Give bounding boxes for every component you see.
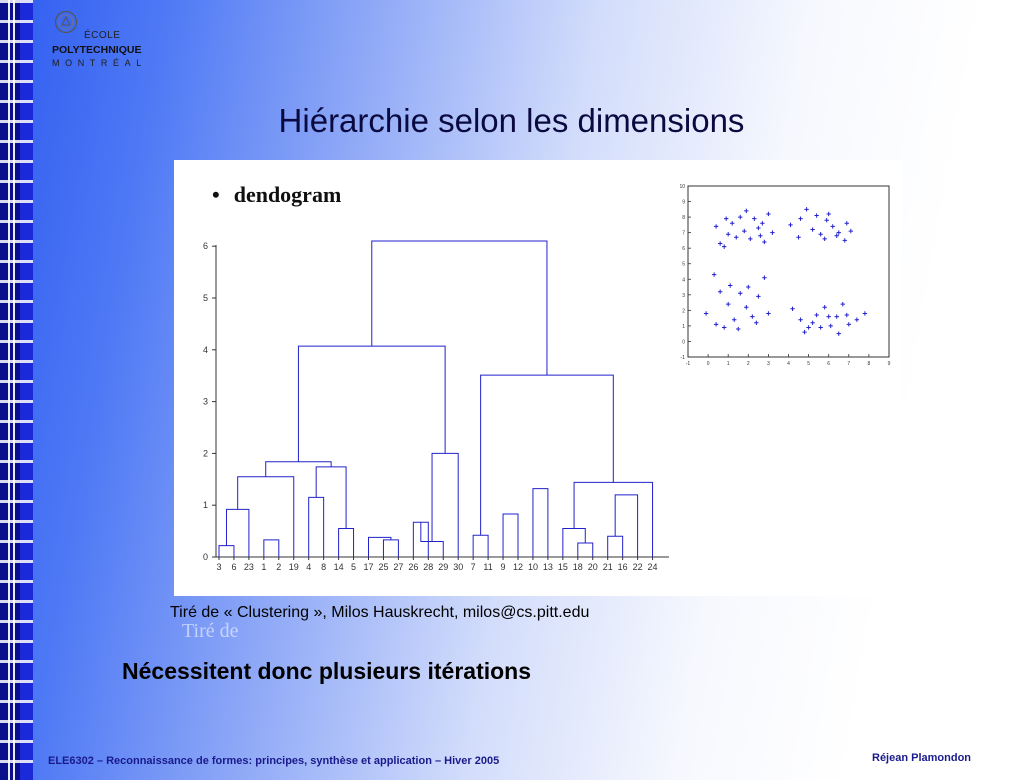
figure-panel	[174, 160, 902, 596]
y-tick-label: 3	[202, 396, 208, 407]
footer-course: ELE6302 – Reconnaissance de formes: principes, synthèse et application – Hiver 2005	[48, 755, 500, 767]
x-tick-label: 22	[632, 562, 643, 572]
scatter-x-tick-label: 2	[746, 361, 750, 367]
scatter-x-tick-label: 0	[706, 361, 710, 367]
figure-caption: Tiré de « Clustering », Milos Hauskrecht, milos@cs.pitt.edu	[170, 604, 590, 621]
y-tick-label: 2	[202, 448, 208, 459]
x-tick-label: 23	[243, 562, 254, 572]
scatter-y-tick-label: 8	[682, 215, 685, 222]
x-tick-label: 4	[306, 562, 312, 572]
x-tick-label: 9	[500, 562, 506, 572]
scatter-y-tick-label: 7	[682, 230, 685, 237]
scatter-y-tick-label: 0	[682, 339, 685, 346]
seal-icon	[54, 10, 78, 34]
slide-title: Hiérarchie selon les dimensions	[278, 102, 745, 139]
scatter-x-tick-label: 7	[847, 361, 851, 367]
logo-line-2: POLYTECHNIQUE	[52, 44, 142, 56]
x-tick-label: 17	[363, 562, 374, 572]
x-tick-label: 13	[542, 562, 553, 572]
scatter-y-tick-label: 4	[682, 277, 685, 284]
y-tick-label: 6	[202, 241, 208, 252]
figure-bullet-text: dendogram	[233, 182, 342, 207]
x-tick-label: 2	[276, 562, 282, 572]
scatter-chart	[174, 160, 902, 596]
bullet-icon: •	[212, 182, 220, 207]
scatter-x-tick-label: 9	[887, 361, 891, 367]
scatter-y-tick-label: 5	[682, 261, 685, 268]
scatter-x-tick-label: 3	[767, 361, 770, 367]
logo-line-1: ÉCOLE	[84, 30, 121, 41]
x-tick-label: 10	[527, 562, 538, 572]
scatter-x-tick-label: 8	[867, 361, 871, 367]
x-tick-label: 1	[261, 562, 267, 572]
ghost-text: Tiré de	[182, 620, 239, 642]
x-tick-label: 28	[423, 562, 434, 572]
x-tick-label: 15	[557, 562, 568, 572]
x-tick-label: 8	[321, 562, 327, 572]
scatter-x-tick-label: 5	[807, 361, 810, 367]
footer-author: Réjean Plamondon	[872, 752, 972, 764]
x-tick-label: 20	[587, 562, 598, 572]
scatter-y-tick-label: -1	[680, 355, 685, 361]
scatter-y-tick-label: 3	[682, 292, 685, 299]
x-tick-label: 6	[231, 562, 237, 572]
x-tick-label: 26	[408, 562, 419, 572]
slide-subheading: Nécessitent donc plusieurs itérations	[122, 658, 532, 684]
x-tick-label: 21	[602, 562, 613, 572]
x-tick-label: 11	[483, 562, 493, 572]
x-tick-label: 27	[393, 562, 404, 572]
scatter-x-tick-label: 1	[726, 361, 730, 367]
logo-line-3: MONTRÉAL	[52, 58, 147, 68]
x-tick-label: 3	[216, 562, 222, 572]
scatter-y-tick-label: 6	[682, 246, 685, 253]
school-logo	[50, 8, 160, 70]
scatter-frame	[688, 186, 889, 357]
x-tick-label: 5	[351, 562, 357, 572]
x-tick-label: 18	[572, 562, 583, 572]
x-tick-label: 16	[617, 562, 628, 572]
y-tick-label: 4	[202, 344, 208, 355]
x-tick-label: 7	[470, 562, 476, 572]
scatter-y-tick-label: 10	[679, 184, 685, 190]
x-tick-label: 14	[333, 562, 344, 572]
x-tick-label: 19	[288, 562, 299, 572]
y-tick-label: 5	[202, 293, 208, 303]
scatter-y-tick-label: 2	[682, 308, 685, 315]
x-tick-label: 30	[453, 562, 464, 572]
scatter-x-tick-label: 6	[827, 361, 831, 367]
scatter-x-tick-label: 4	[787, 361, 790, 367]
x-tick-label: 29	[438, 562, 449, 572]
x-tick-label: 25	[378, 562, 389, 572]
y-tick-label: 0	[202, 552, 208, 562]
scatter-y-tick-label: 1	[682, 323, 685, 330]
y-tick-label: 1	[202, 500, 208, 511]
x-tick-label: 12	[512, 562, 524, 572]
scatter-x-tick-label: -1	[685, 361, 691, 367]
x-tick-label: 24	[647, 562, 658, 572]
scatter-y-tick-label: 9	[682, 199, 685, 206]
